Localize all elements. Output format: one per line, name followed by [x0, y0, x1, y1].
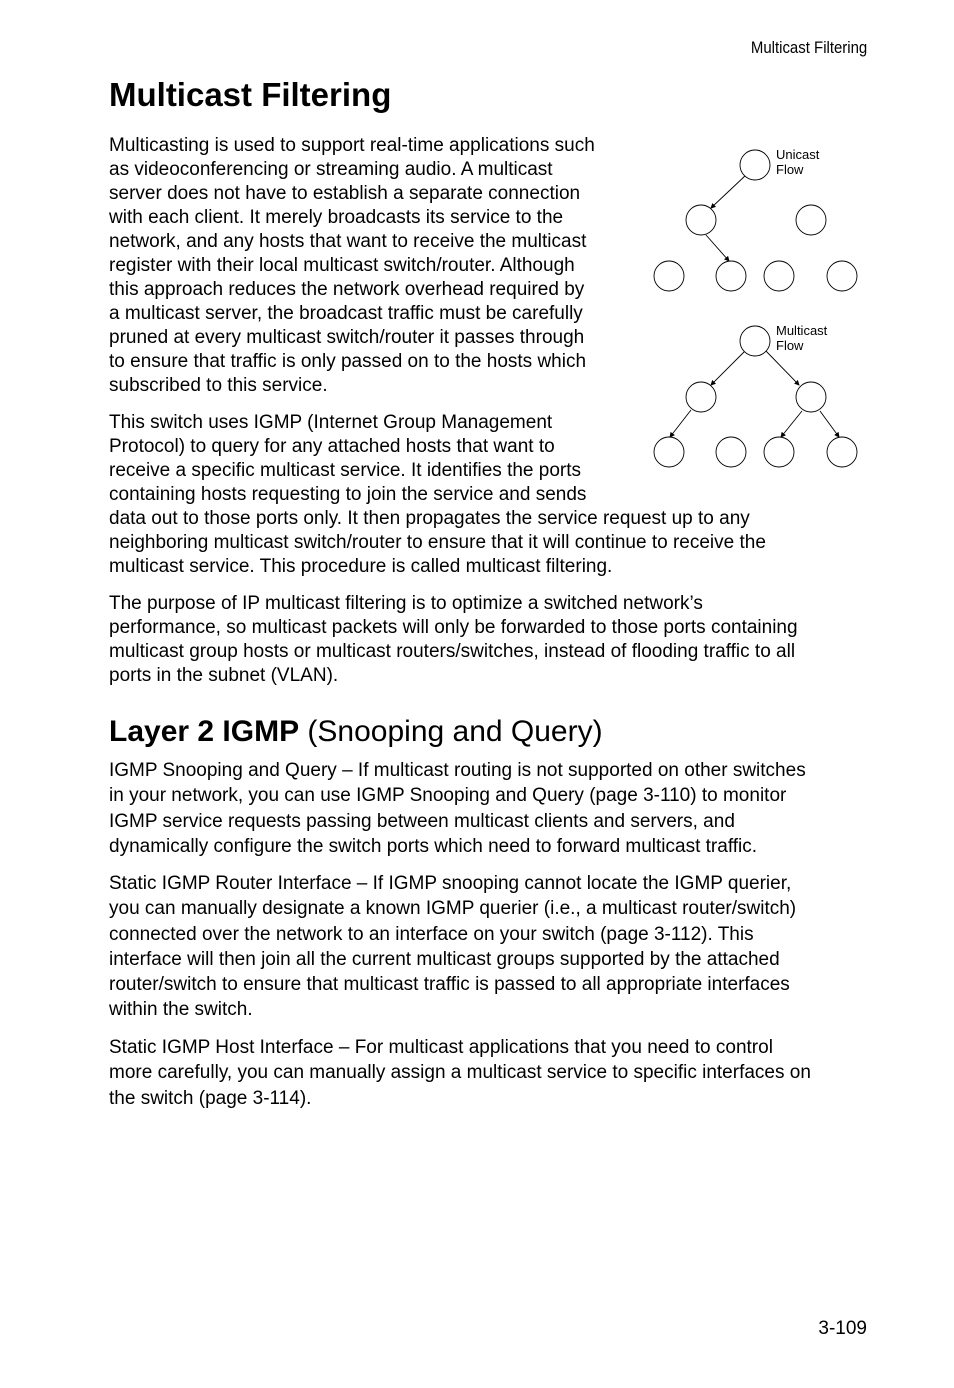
text-line: network, and any hosts that want to receive the multicast	[109, 231, 587, 252]
section-title-layer2-igmp	[109, 715, 603, 749]
multicast-edge	[711, 350, 746, 385]
multicast-edge	[781, 411, 802, 437]
text-line: in your network, you can use IGMP Snooping and Query (page 3-110) to monitor	[109, 785, 787, 807]
text-line: This switch uses IGMP (Internet Group Management	[109, 412, 553, 433]
text-line: a multicast server, the broadcast traffic must be carefully	[109, 303, 583, 324]
text-line: Static IGMP Router Interface – If IGMP snooping cannot locate the IGMP querier,	[109, 873, 792, 894]
text-line: the switch (page 3-114).	[109, 1087, 312, 1109]
unicast-host-node	[654, 261, 684, 291]
multicast-router-node	[796, 382, 826, 412]
text-line: Protocol) to query for any attached hosts that want to	[109, 436, 555, 457]
unicast-multicast-flow-figure	[648, 140, 864, 474]
multicast-host-node	[716, 437, 746, 467]
multicast-flow-tree	[654, 323, 857, 467]
unicast-edge	[706, 235, 729, 261]
purpose-paragraph	[109, 592, 798, 688]
unicast-router-node	[796, 205, 826, 235]
unicast-edge	[711, 175, 746, 208]
multicast-label: Flow	[776, 338, 804, 353]
text-line: register with their local multicast switch/router. Although	[109, 255, 575, 276]
text-line: Static IGMP Host Interface – For multicast applications that you need to control	[109, 1037, 773, 1058]
unicast-host-node	[716, 261, 746, 291]
text-line: to ensure that traffic is only passed on to the hosts which	[109, 351, 587, 372]
host-interface-paragraph	[109, 1035, 811, 1111]
unicast-router-node	[686, 205, 716, 235]
multicast-edge	[820, 411, 839, 437]
intro-paragraph	[109, 134, 595, 398]
unicast-label: Flow	[776, 162, 804, 177]
multicast-edge	[765, 350, 799, 385]
text-line: ports in the subnet (VLAN).	[109, 665, 339, 686]
text-line: this approach reduces the network overhead required by	[109, 279, 585, 300]
multicast-host-node	[764, 437, 794, 467]
unicast-source-node	[740, 150, 770, 180]
text-line: within the switch.	[109, 999, 253, 1021]
unicast-flow-tree	[654, 147, 857, 291]
text-line: IGMP service requests passing between multicast clients and servers, and	[109, 810, 735, 832]
unicast-host-node	[827, 261, 857, 291]
section-title-bold: Layer 2 IGMP	[109, 715, 300, 748]
running-header: Multicast Filtering	[750, 38, 867, 57]
text-line: multicast service. This procedure is called multicast filtering.	[109, 556, 613, 577]
text-line: interface will then join all the current multicast groups supported by the attached	[109, 948, 780, 970]
text-line: containing hosts requesting to join the service and sends	[109, 484, 587, 505]
section-title-rest: (Snooping and Query)	[299, 715, 603, 748]
multicast-host-node	[827, 437, 857, 467]
text-line: neighboring multicast switch/router to ensure that it will continue to receive the	[109, 532, 766, 553]
text-line: receive a specific multicast service. It identifies the ports	[109, 460, 582, 481]
text-line: dynamically configure the switch ports which need to forward multicast traffic.	[109, 835, 758, 857]
text-line: The purpose of IP multicast filtering is to optimize a switched network’s	[109, 593, 703, 614]
text-line: performance, so multicast packets will only be forwarded to those ports containing	[109, 617, 798, 638]
multicast-router-node	[686, 382, 716, 412]
text-line: as videoconferencing or streaming audio. A multicast	[109, 159, 553, 180]
text-line: connected over the network to an interface on your switch (page 3-112). This	[109, 923, 754, 945]
text-line: you can manually designate a known IGMP querier (i.e., a multicast router/switch)	[109, 898, 797, 920]
text-line: IGMP Snooping and Query – If multicast routing is not supported on other switches	[109, 760, 806, 781]
text-line: with each client. It merely broadcasts its service to the	[109, 207, 564, 228]
router-interface-paragraph	[109, 871, 796, 1023]
multicast-label: Multicast	[776, 323, 828, 338]
multicast-host-node	[654, 437, 684, 467]
text-line: Multicasting is used to support real-time applications such	[109, 135, 595, 156]
text-line: pruned at every multicast switch/router it passes through	[109, 327, 585, 348]
text-line: data out to those ports only. It then propagates the service request up to any	[109, 508, 750, 529]
text-line: multicast group hosts or multicast routers/switches, instead of flooding traffic to all	[109, 641, 796, 662]
unicast-label: Unicast	[776, 147, 820, 162]
page-number: 3-109	[818, 1318, 867, 1339]
text-line: server does not have to establish a separate connection	[109, 183, 581, 204]
section-title-multicast-filtering: Multicast Filtering	[109, 76, 392, 113]
unicast-host-node	[764, 261, 794, 291]
multicast-source-node	[740, 326, 770, 356]
snooping-paragraph	[109, 758, 806, 859]
multicast-edge	[670, 410, 691, 437]
text-line: more carefully, you can manually assign a multicast service to specific interfaces on	[109, 1062, 811, 1084]
text-line: router/switch to ensure that multicast traffic is passed to all appropriate interfaces	[109, 974, 790, 996]
text-line: subscribed to this service.	[109, 375, 328, 396]
